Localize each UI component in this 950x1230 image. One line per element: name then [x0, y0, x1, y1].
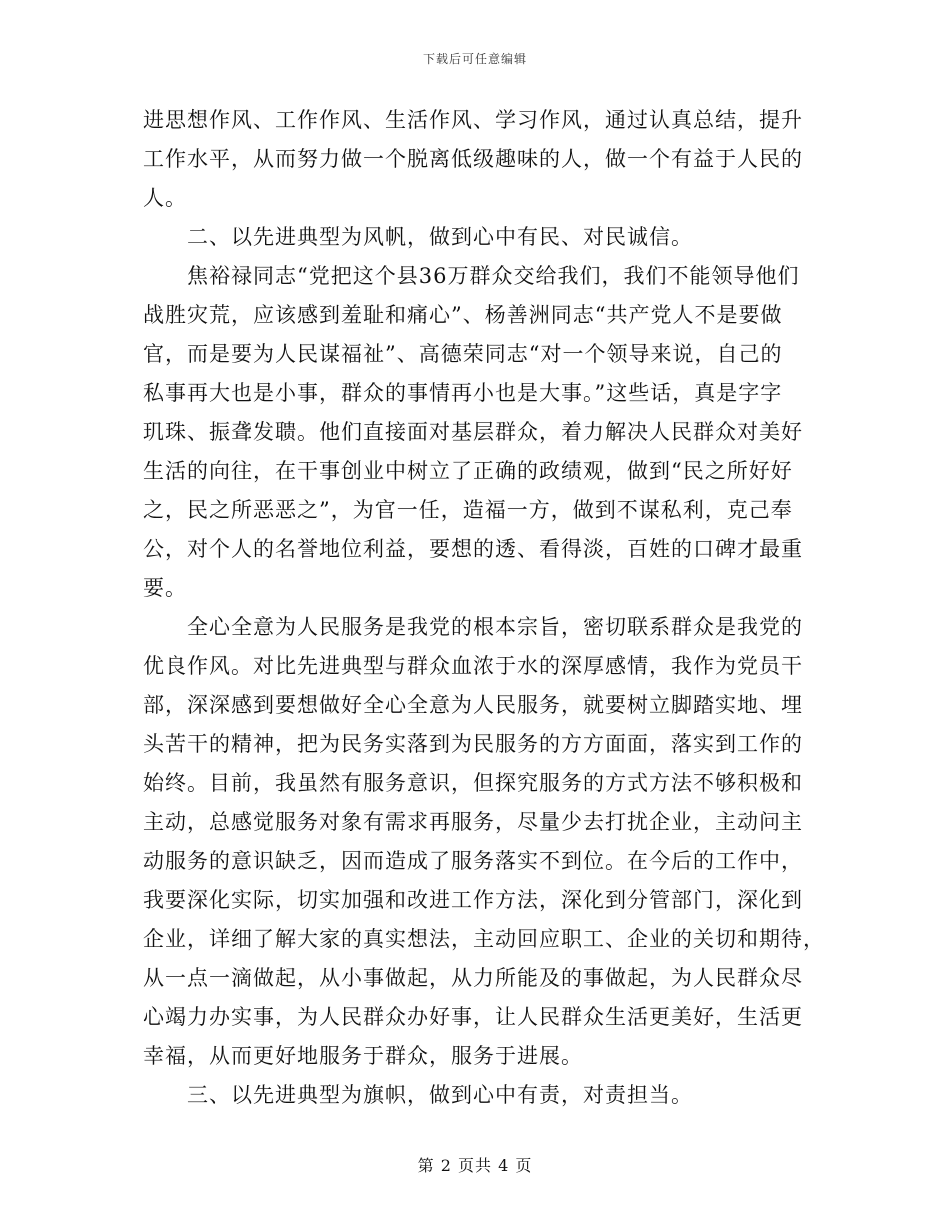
text-line: 官，而是要为人民谋福祉”、高德荣同志“对一个领导来说，自己的 [143, 342, 783, 366]
paragraph-3 [143, 257, 807, 608]
text-line: 进思想作风、工作作风、生活作风、学习作风，通过认真总结，提升 [143, 108, 803, 132]
text-line: 始终。目前，我虽然有服务意识，但探究服务的方式方法不够积极和 [143, 771, 803, 795]
text-line: 我要深化实际，切实加强和改进工作方法，深化到分管部门，深化到 [143, 888, 803, 912]
paragraph-1 [143, 101, 807, 218]
text-line: 幸福，从而更好地服务于群众，服务于进展。 [143, 1044, 583, 1068]
text-line: 主动，总感觉服务对象有需求再服务，尽量少去打扰企业，主动问主 [143, 810, 803, 834]
text-line: 战胜灾荒，应该感到羞耻和痛心”、杨善洲同志“共产党人不是要做 [143, 303, 783, 327]
text-line: 头苦干的精神，把为民务实落到为民服务的方方面面，落实到工作的 [143, 732, 803, 756]
section-heading: 三、以先进典型为旗帜，做到心中有责，对责担当。 [187, 1083, 693, 1107]
section-heading: 二、以先进典型为风帆，做到心中有民、对民诚信。 [187, 225, 693, 249]
text-line: 玑珠、振聋发聩。他们直接面对基层群众，着力解决人民群众对美好 [143, 420, 803, 444]
text-line: 优良作风。对比先进典型与群众血浓于水的深厚感情，我作为党员干 [143, 654, 803, 678]
paragraph-5-heading [143, 1076, 807, 1115]
paragraph-2-heading [143, 218, 807, 257]
text-line: 从一点一滴做起，从小事做起，从力所能及的事做起，为人民群众尽 [143, 966, 803, 990]
text-line: 企业，详细了解大家的真实想法，主动回应职工、企业的关切和期待， [143, 927, 825, 951]
page-number: 第 2 页共 4 页 [417, 1156, 533, 1175]
paragraph-4 [143, 608, 825, 1076]
text-line: 之，民之所恶恶之”，为官一任，造福一方，做到不谋私利，克己奉 [143, 498, 793, 522]
text-line: 私事再大也是小事，群众的事情再小也是大事。”这些话，真是字字 [143, 381, 783, 405]
page-header: 下载后可任意编辑 [422, 52, 527, 66]
text-line: 心竭力办实事，为人民群众办好事，让人民群众生活更美好，生活更 [143, 1005, 803, 1029]
text-line: 要。 [143, 576, 187, 600]
text-line: 焦裕禄同志“党把这个县36万群众交给我们，我们不能领导他们 [187, 264, 800, 288]
document-body [143, 101, 825, 1115]
text-line: 部，深深感到要想做好全心全意为人民服务，就要树立脚踏实地、埋 [143, 693, 803, 717]
text-line: 动服务的意识缺乏，因而造成了服务落实不到位。在今后的工作中， [143, 849, 803, 873]
text-line: 公，对个人的名誉地位利益，要想的透、看得淡，百姓的口碑才最重 [143, 537, 803, 561]
text-line: 人。 [143, 186, 187, 210]
text-line: 工作水平，从而努力做一个脱离低级趣味的人，做一个有益于人民的 [143, 147, 803, 171]
text-line: 全心全意为人民服务是我党的根本宗旨，密切联系群众是我党的 [187, 615, 803, 639]
text-line: 生活的向往，在干事创业中树立了正确的政绩观，做到“民之所好好 [143, 459, 793, 483]
